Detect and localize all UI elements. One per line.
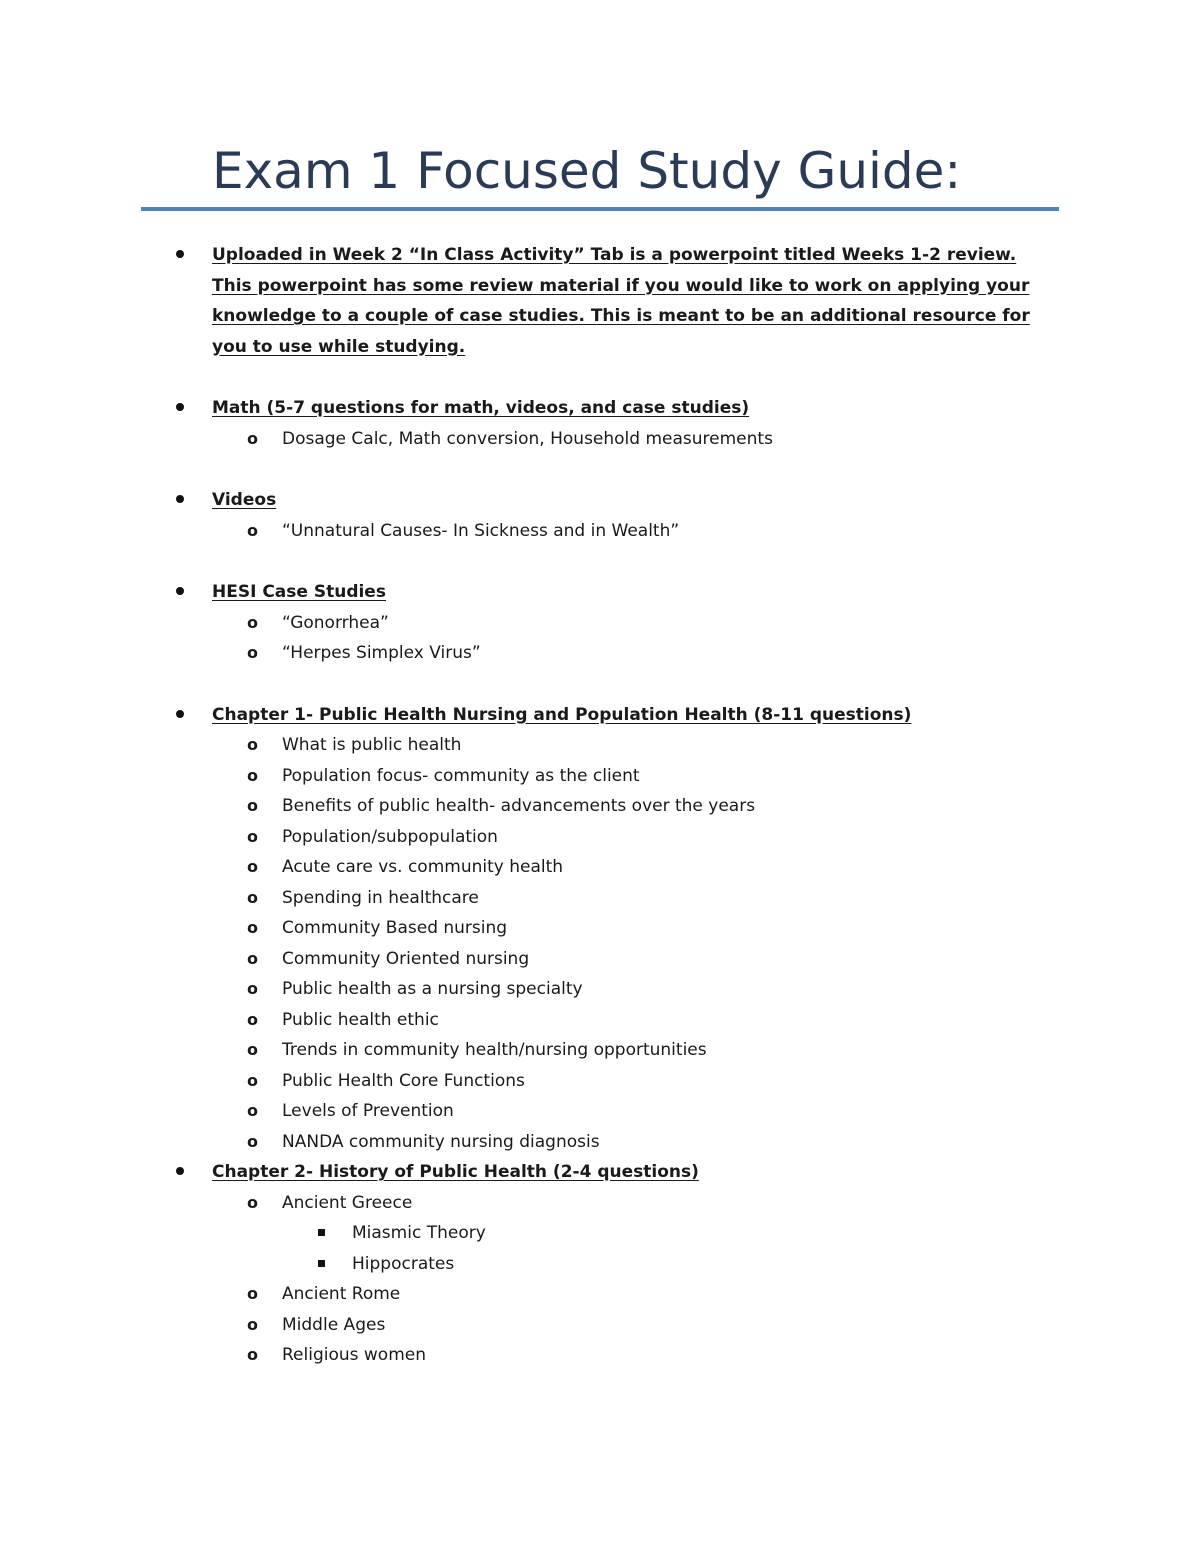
outline-subitem [0,913,1200,944]
bullet-text: Chapter 1- Public Health Nursing and Population Health (8-11 questions) [212,704,912,725]
subitem-text: What is public health [282,735,462,755]
outline-subitem [0,883,1200,914]
bullet-text: Uploaded in Week 2 “In Class Activity” Tab is a powerpoint titled Weeks 1-2 review. This powerpoint has some review material if you would like to work on applying your knowledge to a couple of case studies. This is meant to be an additional resource for you to use while studying. [212,245,1030,357]
outline-bullet-videos [0,485,1200,516]
outline-subitem [0,1096,1200,1127]
outline-subitem [0,974,1200,1005]
subitem-text: Population focus- community as the client [282,765,640,786]
bullet-text: Videos [212,490,277,510]
outline-subitem [0,516,1200,547]
subitem-text: “Gonorrhea” [282,612,389,633]
subitem-text: Ancient Greece [282,1192,413,1213]
outline-subitem [0,1005,1200,1036]
subsubitem-text: Miasmic Theory [352,1223,486,1243]
subitem-text: Community Based nursing [282,918,508,938]
subitem-text: Public health ethic [282,1009,439,1030]
subitem-text: “Unnatural Causes- In Sickness and in Wealth” [282,520,680,541]
outline-subitem [0,1066,1200,1097]
bullet-text: HESI Case Studies [212,582,386,602]
subitem-text: “Herpes Simplex Virus” [282,643,481,663]
outline-bullet-math [0,393,1200,424]
outline-bullet-chapter-2 [0,1157,1200,1188]
outline-subitem [0,608,1200,639]
outline-subitem [0,1279,1200,1310]
subitem-text: Middle Ages [282,1314,386,1335]
outline-subsubitem [0,1249,1200,1280]
subitem-text: Dosage Calc, Math conversion, Household measurements [282,428,773,449]
outline-subitem [0,944,1200,975]
bullet-text: Chapter 2- History of Public Health (2-4 questions) [212,1162,699,1182]
subitem-text: Religious women [282,1345,427,1365]
outline-subitem [0,1188,1200,1219]
subitem-text: NANDA community nursing diagnosis [282,1131,600,1152]
outline-subitem [0,822,1200,853]
study-guide-outline [0,240,1200,1371]
subitem-text: Trends in community health/nursing opportunities [282,1040,707,1060]
subitem-text: Community Oriented nursing [282,948,530,969]
subitem-text: Public Health Core Functions [282,1070,525,1091]
outline-subitem [0,424,1200,455]
bullet-text: Math (5-7 questions for math, videos, and case studies) [212,398,750,418]
outline-subitem [0,852,1200,883]
outline-subitem [0,1340,1200,1371]
outline-subsubitem [0,1218,1200,1249]
spacer [0,454,1200,485]
spacer [0,669,1200,700]
subitem-text: Benefits of public health- advancements over the years [282,796,756,816]
subitem-text: Public health as a nursing specialty [282,979,583,999]
page-title: Exam 1 Focused Study Guide: [212,142,962,200]
subitem-text: Levels of Prevention [282,1101,454,1121]
outline-subitem [0,1310,1200,1341]
outline-bullet-hesi [0,577,1200,608]
title-divider [141,207,1059,211]
outline-subitem [0,1127,1200,1158]
subitem-text: Ancient Rome [282,1284,401,1304]
outline-subitem [0,761,1200,792]
outline-subitem [0,791,1200,822]
subsubitem-text: Hippocrates [352,1253,455,1274]
outline-subitem [0,730,1200,761]
outline-bullet-intro [0,240,1200,362]
outline-bullet-chapter-1 [0,700,1200,731]
spacer [0,546,1200,577]
outline-subitem [0,1035,1200,1066]
subitem-text: Spending in healthcare [282,887,479,908]
subitem-text: Acute care vs. community health [282,857,564,877]
outline-subitem [0,638,1200,669]
subitem-text: Population/subpopulation [282,826,498,847]
spacer [0,362,1200,393]
